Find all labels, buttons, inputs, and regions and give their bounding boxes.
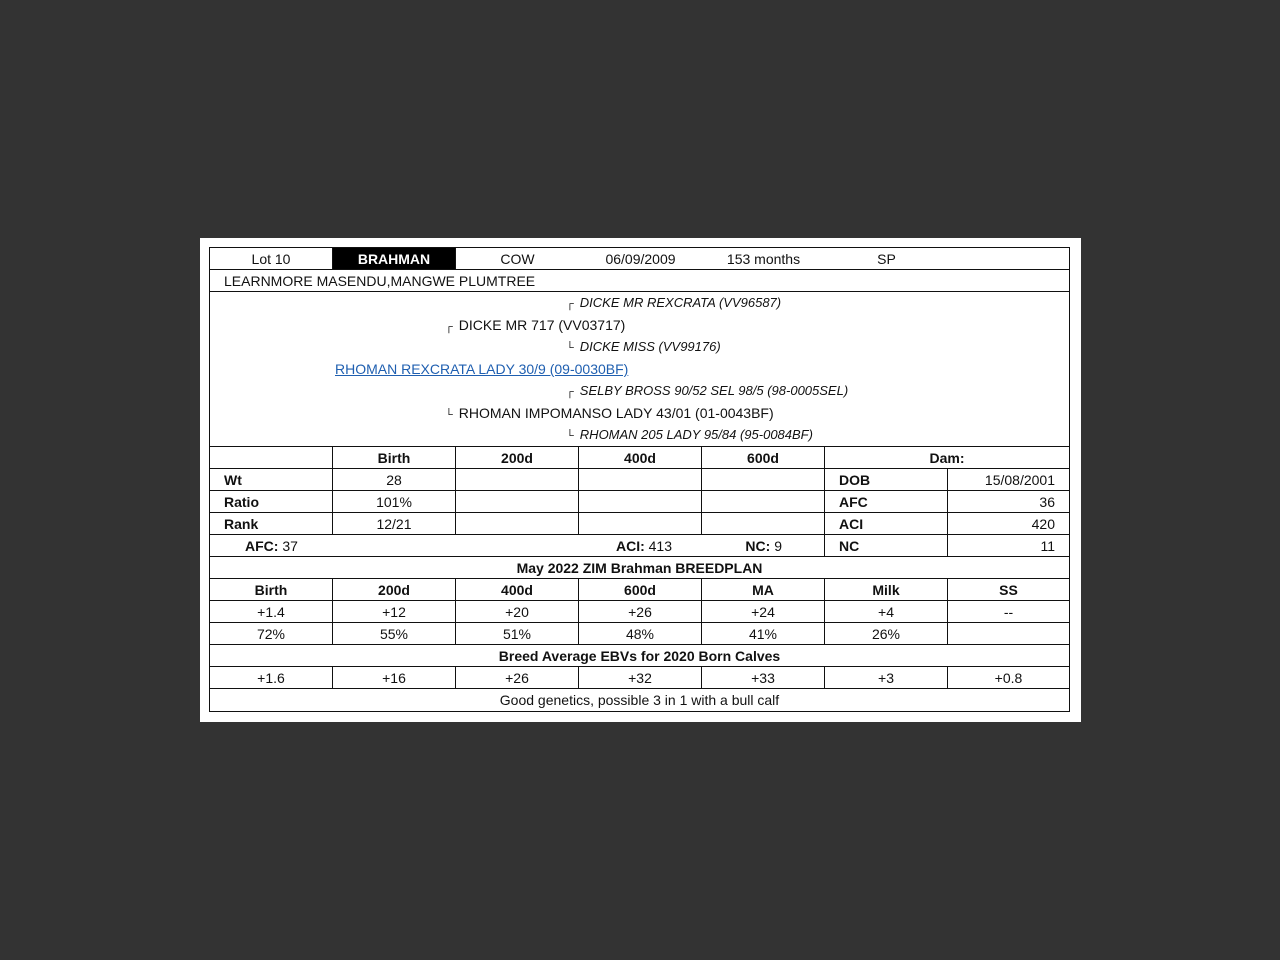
breed-average-title-row (210, 645, 1069, 667)
ebv-header: MA (702, 579, 825, 600)
pedigree-sire-dam: └ DICKE MISS (VV99176) (566, 339, 721, 354)
bracket-bottom-icon: └ (445, 409, 453, 421)
value-600d (702, 513, 825, 534)
dam-value: 420 (1031, 515, 1055, 532)
breed-average-value: +16 (333, 667, 456, 688)
accuracy-value: 26% (825, 623, 948, 644)
owner-name: LEARNMORE MASENDU,MANGWE PLUMTREE (224, 272, 536, 289)
breed-average-value: +26 (456, 667, 579, 688)
comment-text: Good genetics, possible 3 in 1 with a bull calf (499, 692, 780, 708)
accuracy-value: 72% (210, 623, 333, 644)
dam-header: Dam: (929, 449, 965, 466)
weights-row-ratio (210, 491, 1069, 513)
weights-header-600d: 600d (702, 447, 825, 468)
pedigree-dam-dam: └ RHOMAN 205 LADY 95/84 (95-0084BF) (566, 427, 813, 442)
weights-header-row (210, 447, 1069, 469)
ebv-value: +26 (579, 601, 702, 622)
bracket-bottom-icon: └ (566, 342, 574, 354)
value-200d (456, 491, 579, 512)
sex-label: COW (500, 250, 535, 267)
code-value: SP (877, 250, 896, 267)
ebv-header-row (210, 579, 1069, 601)
age-value: 153 months (726, 250, 801, 267)
breed-average-value: +1.6 (210, 667, 333, 688)
ebv-values-row (210, 601, 1069, 623)
nc-summary: NC: 9 (702, 535, 825, 556)
ebv-value: +24 (702, 601, 825, 622)
afc-summary: AFC: 37 (245, 537, 298, 554)
breed-label: BRAHMAN (333, 248, 456, 269)
ebv-header: Birth (210, 579, 333, 600)
breedplan-title: May 2022 ZIM Brahman BREEDPLAN (516, 559, 763, 576)
dam-key: AFC (825, 491, 948, 512)
dam-key: ACI (825, 513, 948, 534)
dam-key: NC (825, 535, 948, 556)
breed-average-value: +33 (702, 667, 825, 688)
ebv-header: 200d (333, 579, 456, 600)
accuracy-value (948, 623, 1069, 644)
dam-value: 11 (1040, 537, 1055, 554)
ebv-header: SS (999, 581, 1018, 598)
breedplan-title-row (210, 557, 1069, 579)
value-200d (456, 469, 579, 490)
owner-row (210, 270, 1069, 292)
weights-header-birth: Birth (333, 447, 456, 468)
accuracy-value: 55% (333, 623, 456, 644)
ebv-value: +20 (456, 601, 579, 622)
breed-average-value: +32 (579, 667, 702, 688)
ebv-header: Milk (825, 579, 948, 600)
dam-value: 15/08/2001 (984, 471, 1055, 488)
dob-value: 06/09/2009 (605, 250, 676, 267)
bracket-top-icon: ┌ (445, 321, 453, 333)
header-row (210, 248, 1069, 270)
ebv-value: -- (1003, 603, 1014, 620)
value-birth: 101% (333, 491, 456, 512)
row-label: Ratio (210, 491, 333, 512)
ebv-value: +1.4 (210, 601, 333, 622)
value-400d (579, 491, 702, 512)
row-label: Rank (210, 513, 333, 534)
ebv-value: +4 (825, 601, 948, 622)
lot-card (200, 238, 1081, 722)
weights-row-rank (210, 513, 1069, 535)
value-600d (702, 491, 825, 512)
header-spacer (948, 248, 1069, 269)
bracket-top-icon: ┌ (566, 298, 574, 310)
ebv-header: 600d (579, 579, 702, 600)
value-birth: 12/21 (333, 513, 456, 534)
breed-average-title: Breed Average EBVs for 2020 Born Calves (498, 647, 781, 664)
animal-name-link[interactable]: RHOMAN REXCRATA LADY 30/9 (09-0030BF) (335, 361, 629, 377)
ebv-value: +12 (333, 601, 456, 622)
weights-header-200d: 200d (456, 447, 579, 468)
value-200d (456, 513, 579, 534)
weights-row-wt (210, 469, 1069, 491)
breed-average-row (210, 667, 1069, 689)
pedigree-sire: ┌ DICKE MR 717 (VV03717) (445, 317, 626, 333)
pedigree-dam: └ RHOMAN IMPOMANSO LADY 43/01 (01-0043BF) (445, 405, 774, 421)
pedigree (210, 292, 1069, 447)
repro-row (210, 535, 1069, 557)
dam-key: DOB (825, 469, 948, 490)
accuracy-value: 48% (579, 623, 702, 644)
weights-corner (210, 447, 333, 468)
breed-average-value: +0.8 (994, 669, 1023, 686)
breed-average-value: +3 (825, 667, 948, 688)
comment-row (210, 689, 1069, 711)
value-400d (579, 469, 702, 490)
accuracy-value: 41% (702, 623, 825, 644)
value-400d (579, 513, 702, 534)
value-600d (702, 469, 825, 490)
dam-value: 36 (1039, 493, 1055, 510)
pedigree-sire-sire: ┌ DICKE MR REXCRATA (VV96587) (566, 295, 782, 310)
accuracy-value: 51% (456, 623, 579, 644)
value-birth: 28 (333, 469, 456, 490)
aci-summary: ACI: 413 (615, 537, 672, 554)
lot-sheet (209, 247, 1070, 712)
bracket-top-icon: ┌ (566, 386, 574, 398)
ebv-header: 400d (456, 579, 579, 600)
weights-header-400d: 400d (579, 447, 702, 468)
pedigree-dam-sire: ┌ SELBY BROSS 90/52 SEL 98/5 (98-0005SEL) (566, 383, 849, 398)
lot-number: Lot 10 (210, 248, 333, 269)
bracket-bottom-icon: └ (566, 430, 574, 442)
row-label: Wt (210, 469, 333, 490)
accuracy-row (210, 623, 1069, 645)
